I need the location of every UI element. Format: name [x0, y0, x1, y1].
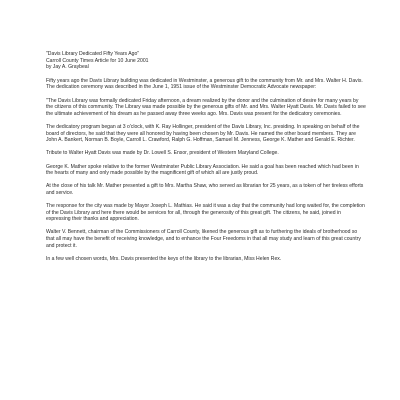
article-header: [46, 51, 366, 71]
paragraph: Fifty years ago the Davis Library building was dedicated in Westminster, a generous gift to the community from Mr. and Mrs. Walter H. Davis. The dedication ceremony was described in the June 1, 1951 issue of the Westminster Democratic Advocate newspaper:: [46, 77, 363, 91]
paragraph: "The Davis Library was formally dedicated Friday afternoon, a dream realized by the donor and the culmination of desire for many years by the citizens of this community. The Library was made possible by the generous gifts of Mr. and Mrs. Walter Hyatt Davis. Mr. Davis failed to see the ultimate achievement of his dream as he passed away three weeks ago. Mrs. Davis was present for the dedicatory ceremonies.: [46, 97, 366, 117]
paragraph: At the close of his talk Mr. Mather presented a gift to Mrs. Martha Shaw, who served as librarian for 25 years, as a token of her tireless efforts and service.: [46, 183, 364, 196]
paragraph: The response for the city was made by Mayor Joseph L. Mathias. He said it was a day that the community had long waited for, the completion of the Davis Library and here there would be services for all, through the generosity of this great gift. The citizens, he said, joined in expressing their thanks and appreciation.: [46, 203, 365, 223]
paragraph: In a few well chosen words, Mrs. Davis presented the keys of the library to the librarian, Miss Helen Rex.: [46, 255, 282, 262]
paragraph: The dedicatory program began at 3 o'clock, with K. Ray Hollinger, president of the Davis Library, Inc. presiding. In speaking on behalf of the board of directors, he said that they were all honored by having been chosen by Mr. Davis. He named the other board members. They are John A. Bankert, Norman B. Boyle, Carroll L. Crawford, Ralph G. Hoffman, Samuel M. Jenness, George K. Mather and Gerald E. Richter.: [46, 123, 360, 144]
paragraph: Tribute to Walter Hyatt Davis was made by Dr. Lowell S. Ensor, president of Western Maryland College.: [46, 150, 279, 157]
article-source: Carroll County Times Article for 10 June 2001: [46, 57, 149, 64]
paragraph: Walter V. Bennett, chairman of the Commissioners of Carroll County, likened the generous gift as to furthering the ideals of brotherhood so that all may have the benefit of receiving knowledge, and to enhance the Four Freedoms in that all may study and learn of this great country and protect it.: [46, 229, 361, 249]
article-title: "Davis Library Dedicated Fifty Years Ago": [46, 51, 140, 57]
article-body: [46, 51, 366, 269]
article-byline: by Jay A. Graybeal: [46, 64, 89, 71]
paragraph: George K. Mather spoke relative to the former Westminster Public Library Association. He said a goal has been reached which had been in the hearts of many and only made possible by the magnificent gift of which all are justly proud.: [46, 163, 359, 177]
